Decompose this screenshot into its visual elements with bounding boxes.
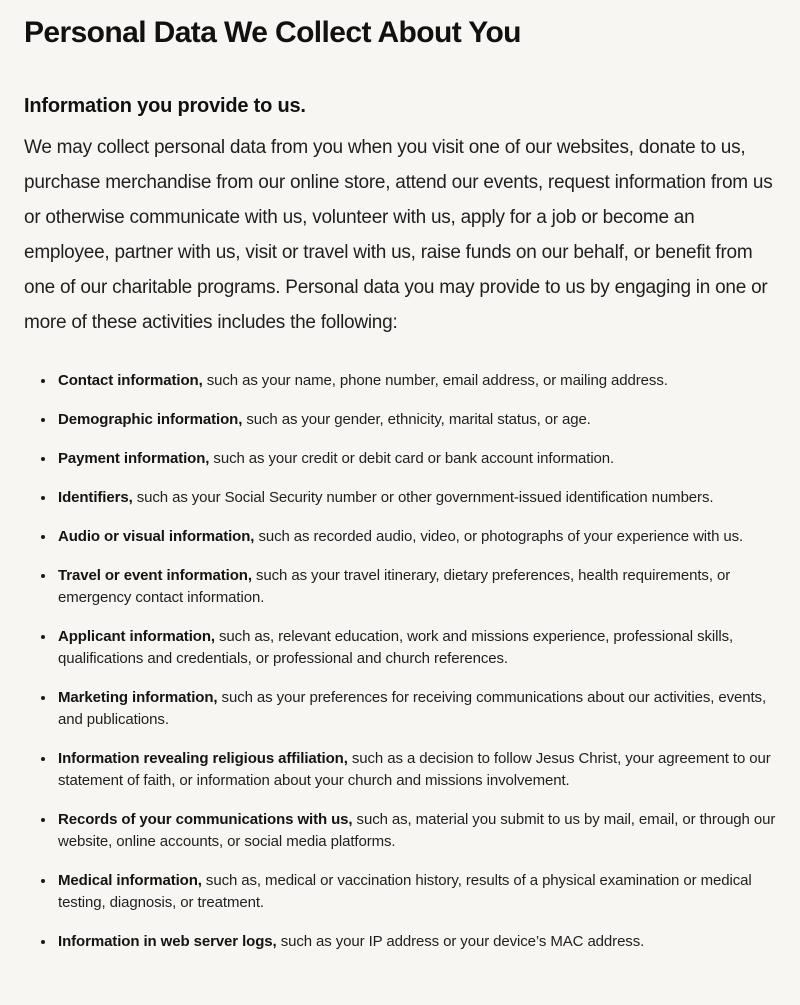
intro-paragraph: We may collect personal data from you when you visit one of our websites, donate to us, purchase merchandise from our online store, attend our events, request information from us or otherwise communicate with us, volunteer with us, apply for a job or become an employee, partner with us, visit or travel with us, raise funds on our behalf, or benefit from one of our charitable programs. Personal data you may provide to us by engaging in one or more of these activities includes the following: [24,137,773,333]
page-title: Personal Data We Collect About You [24,16,521,49]
list-item-audio-visual-information [56,526,776,548]
personal-data-list [24,370,776,953]
list-item-text: such as, relevant education, work and missions experience, professional skills, qualifications and credentials, or professional and church references. [58,628,734,667]
section-heading: Information you provide to us. [24,95,306,117]
list-item-text: such as your IP address or your device’s MAC address. [276,933,645,950]
list-item-religious-affiliation [56,748,776,792]
list-item-label: Demographic information, [58,411,243,428]
list-item-demographic-information [56,409,776,431]
list-item-applicant-information [56,626,776,670]
list-item-text: such as your Social Security number or other government-issued identification numbers. [132,489,714,506]
list-item-label: Records of your communications with us, [58,811,353,828]
list-item-label: Identifiers, [58,489,133,506]
list-item-text: such as, medical or vaccination history, results of a physical examination or medical testing, diagnosis, or treatment. [58,872,752,911]
list-item-label: Payment information, [58,450,210,467]
list-item-medical-information [56,870,776,914]
list-item-label: Information in web server logs, [58,933,277,950]
list-item-text: such as your preferences for receiving communications about our activities, events, and publications. [58,689,767,728]
list-item-text: such as, material you submit to us by mail, email, or through our website, online accounts, or social media platforms. [58,811,776,850]
list-item-text: such as your travel itinerary, dietary preferences, health requirements, or emergency contact information. [58,567,731,606]
list-item-payment-information [56,448,776,470]
list-item-text: such as your gender, ethnicity, marital status, or age. [242,411,591,428]
list-item-web-server-logs [56,931,776,953]
list-item-text: such as your name, phone number, email address, or mailing address. [202,372,668,389]
list-item-label: Marketing information, [58,689,218,706]
list-item-travel-event-information [56,565,776,609]
list-item-label: Applicant information, [58,628,215,645]
list-item-label: Medical information, [58,872,202,889]
list-item-communications-records [56,809,776,853]
list-item-label: Audio or visual information, [58,528,255,545]
list-item-text: such as your credit or debit card or bank account information. [209,450,615,467]
list-item-identifiers [56,487,776,509]
list-item-label: Information revealing religious affiliation, [58,750,348,767]
list-item-text: such as a decision to follow Jesus Christ, your agreement to our statement of faith, or information about your church and missions involvement. [58,750,771,789]
list-item-label: Contact information, [58,372,203,389]
list-item-marketing-information [56,687,776,731]
list-item-contact-information [56,370,776,392]
list-item-label: Travel or event information, [58,567,252,584]
list-item-text: such as recorded audio, video, or photographs of your experience with us. [254,528,744,545]
